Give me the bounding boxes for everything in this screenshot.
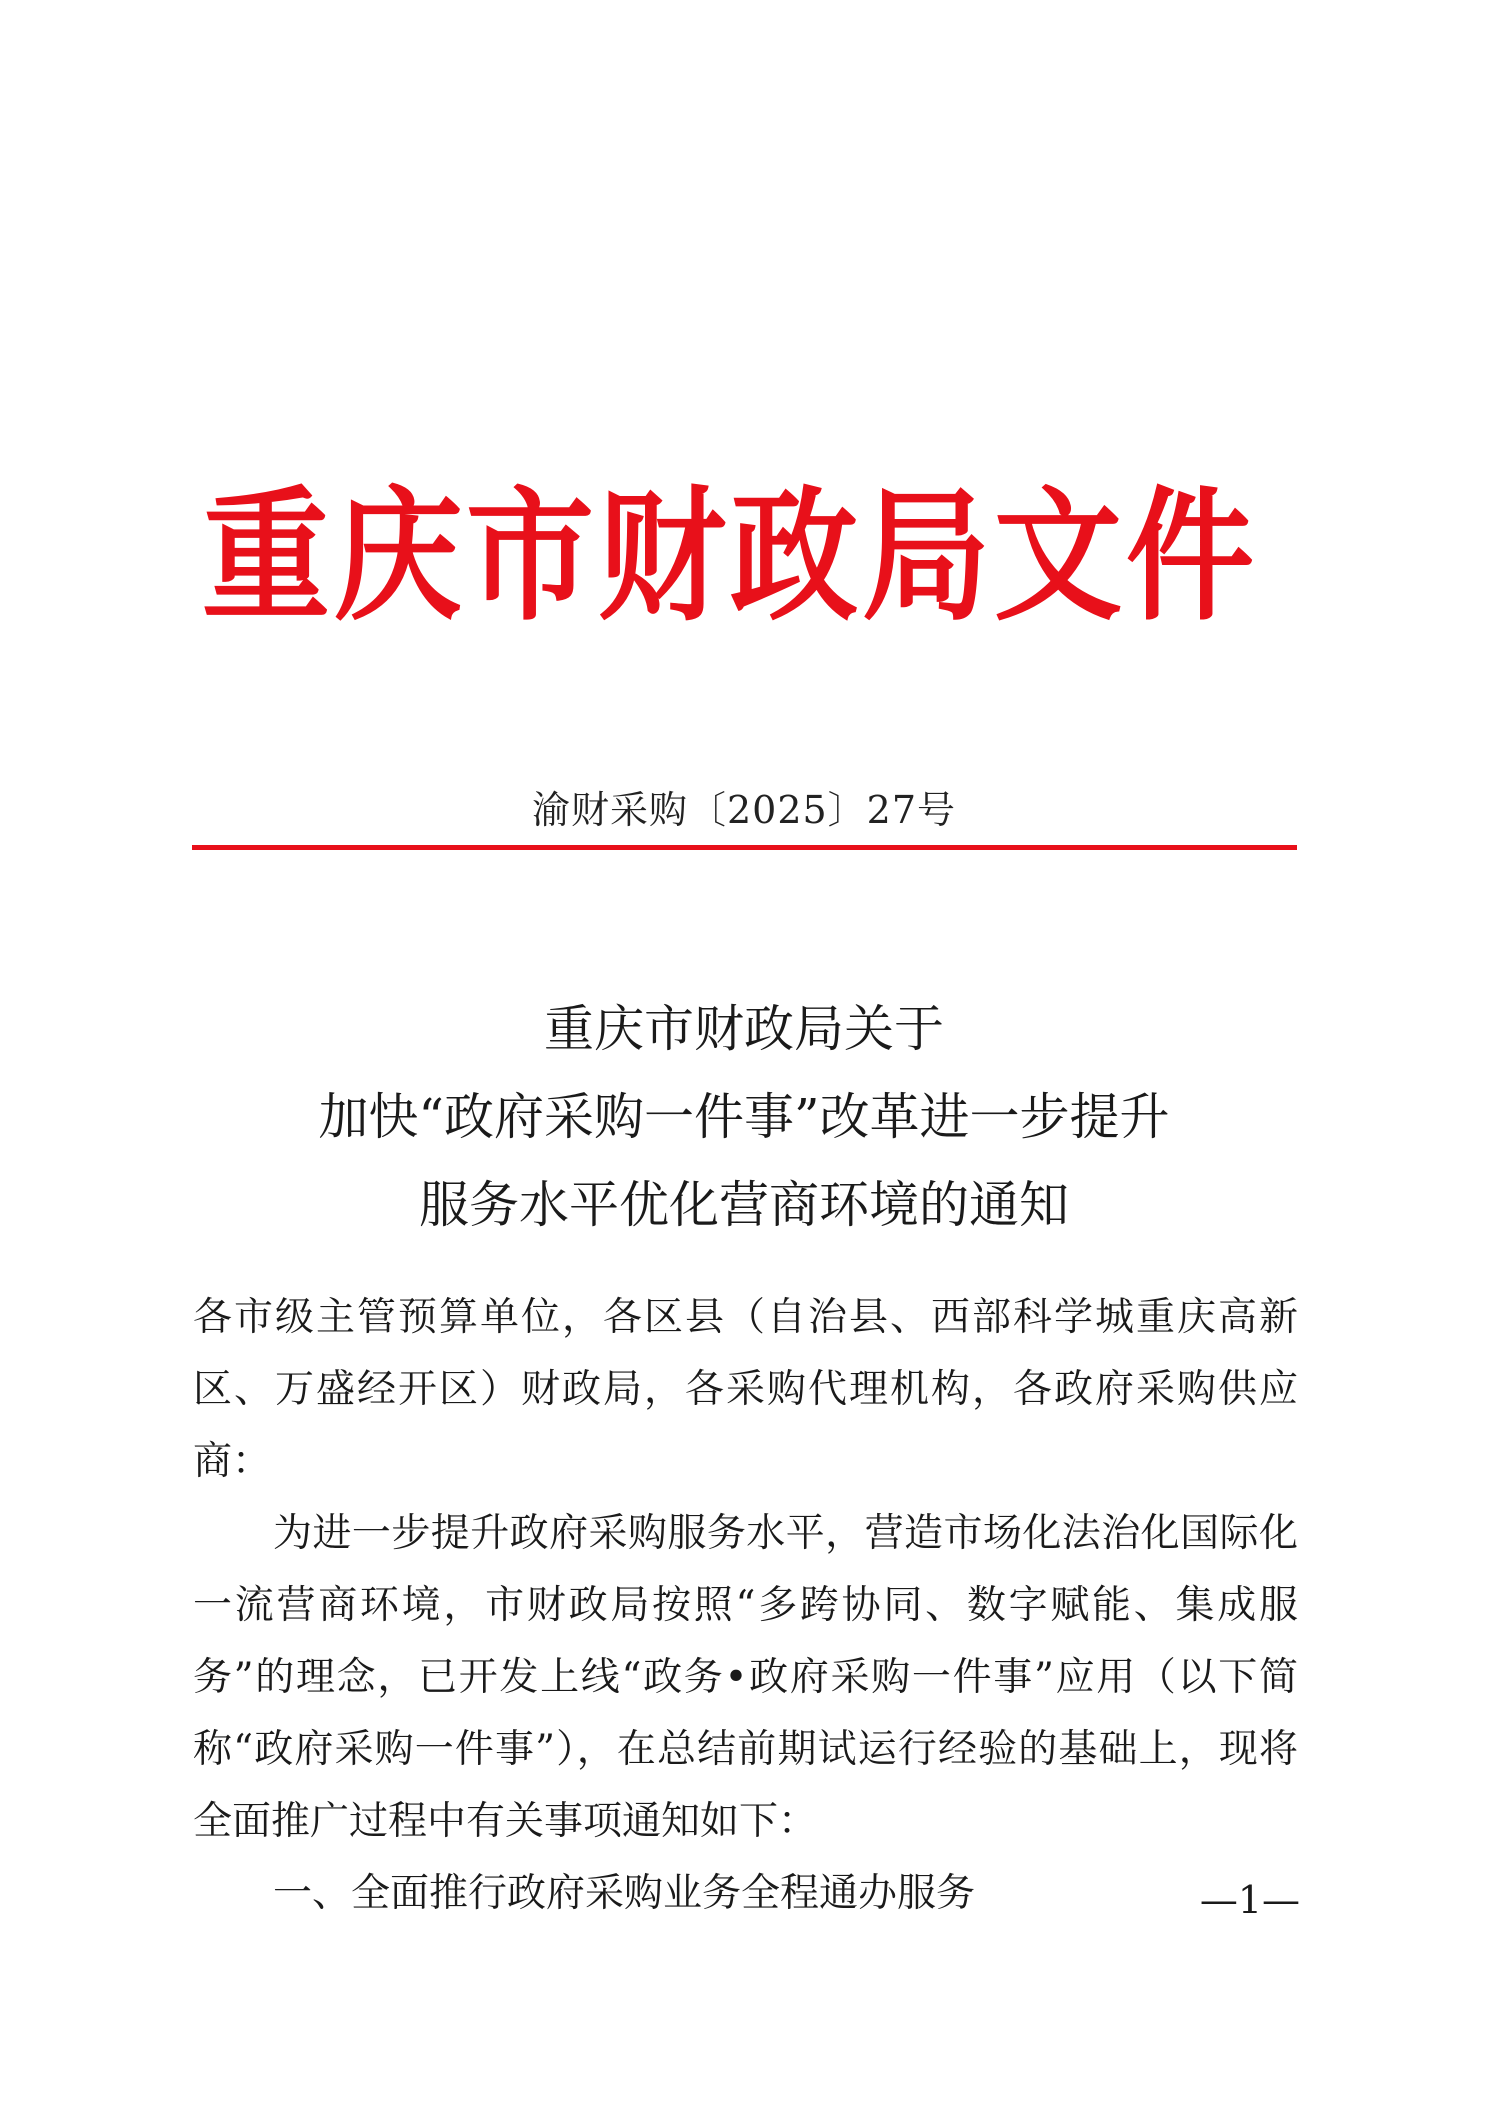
section-heading: 一、全面推行政府采购业务全程通办服务 [273,1871,976,1916]
addressee: 各市级主管预算单位，各区县（自治县、西部科学城重庆高新区、万盛经开区）财政局，各采购代理机构，各政府采购供应商： [193,1295,1298,1484]
page-number: —1— [1199,1878,1300,1922]
red-separator-line [192,845,1297,850]
issuer-red-header: 重庆市财政局文件 [201,472,1258,641]
document-body [193,1282,1298,1930]
title-line-1: 重庆市财政局关于 [544,1000,944,1058]
title-line-3: 服务水平优化营商环境的通知 [419,1176,1069,1234]
title-line-2: 加快“政府采购一件事”改革进一步提升 [318,1088,1170,1146]
document-number: 渝财采购〔2025〕27号 [531,788,957,832]
document-title [0,985,1488,1249]
body-paragraph: 为进一步提升政府采购服务水平，营造市场化法治化国际化一流营商环境，市财政局按照“多跨协同、数字赋能、集成服务”的理念，已开发上线“政务•政府采购一件事”应用（以下简称“政府采购一件事”），在总结前期试运行经验的基础上，现将全面推广过程中有关事项通知如下： [193,1511,1298,1844]
